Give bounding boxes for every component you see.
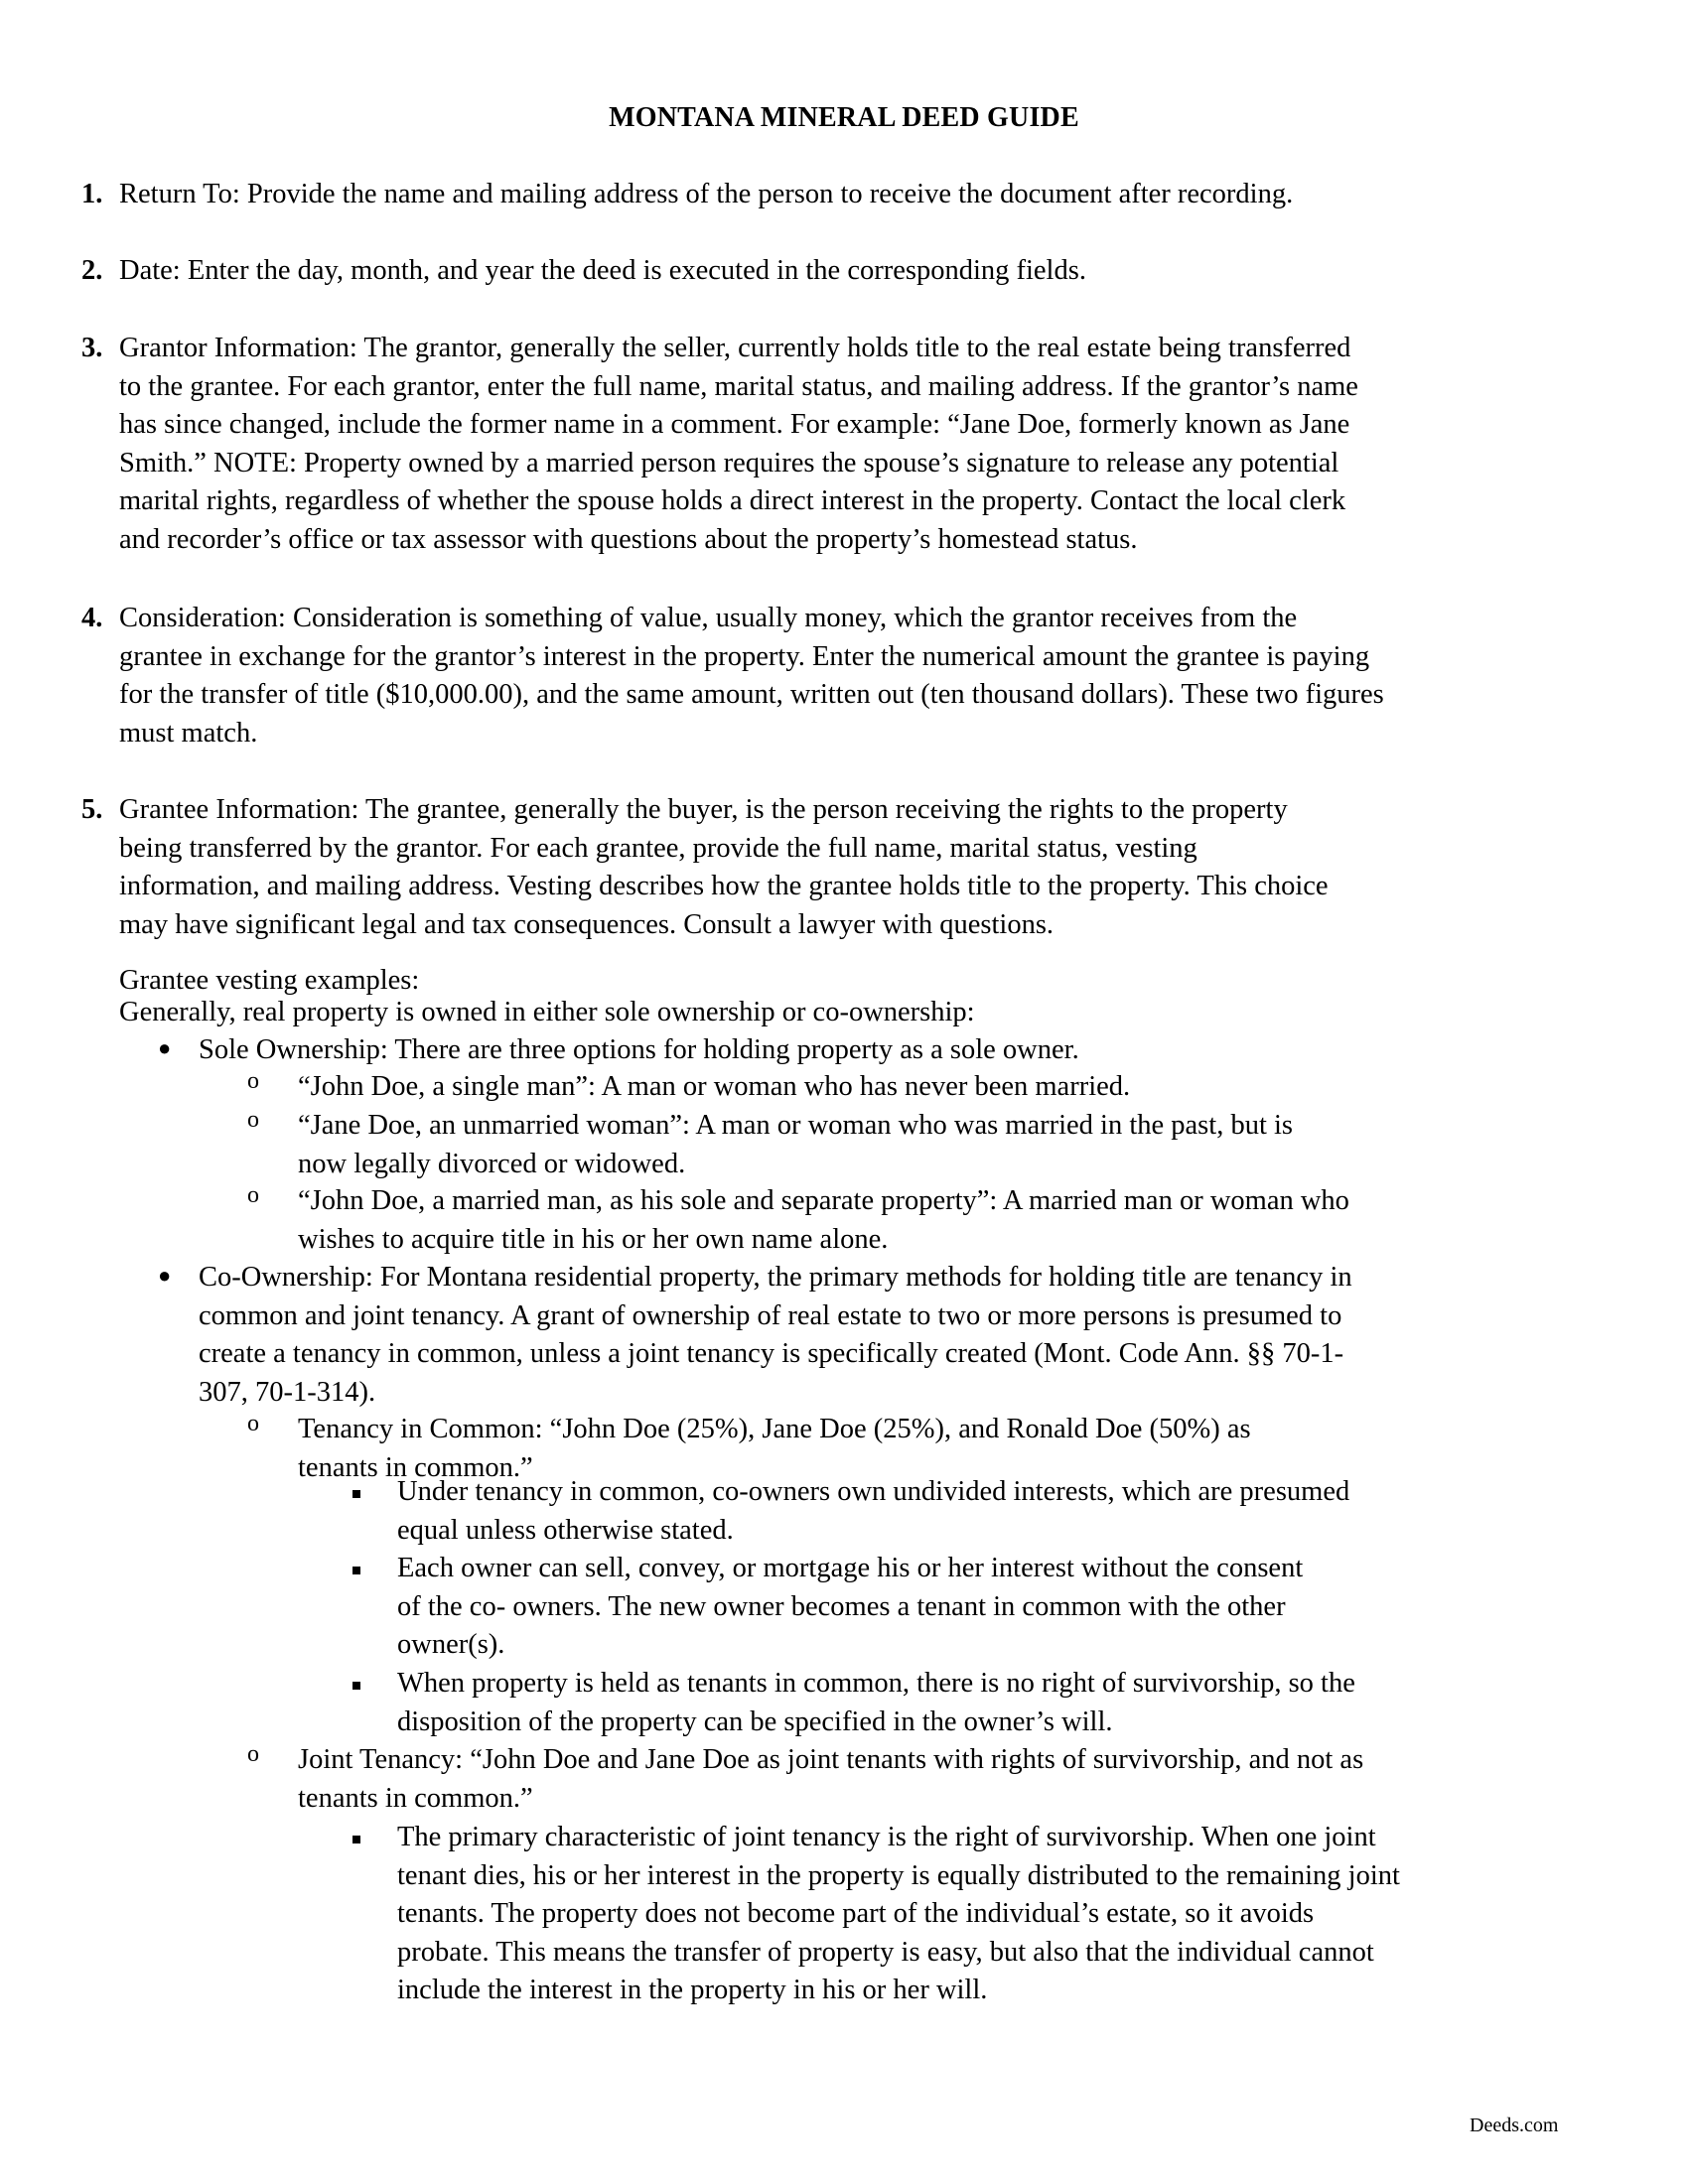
guide-item-consideration [81, 600, 1609, 752]
point-line: When property is held as tenants in common, there is no right of survivorship, so the [397, 1668, 1355, 1699]
bullet-circle-icon: o [247, 1411, 259, 1436]
vesting-heading: Grantee vesting examples: [119, 965, 420, 996]
item-line: Return To: Provide the name and mailing address of the person to receive the document after recording. [119, 179, 1294, 209]
sole-option [298, 1107, 1293, 1183]
bullet-square-icon [352, 1490, 360, 1498]
item-line: Date: Enter the day, month, and year the deed is executed in the corresponding fields. [119, 255, 1086, 286]
point-line: owner(s). [397, 1629, 505, 1660]
jt-line: Joint Tenancy: “John Doe and Jane Doe as joint tenants with rights of survivorship, and not as [298, 1744, 1364, 1775]
item-line: may have significant legal and tax consequences. Consult a lawyer with questions. [119, 908, 1055, 940]
tic-point [397, 1473, 1349, 1550]
item-line: and recorder’s office or tax assessor with questions about the property’s homestead status. [119, 523, 1138, 555]
item-number: 5. [81, 794, 103, 825]
co-line: Co-Ownership: For Montana residential property, the primary methods for holding title are tenancy in [199, 1262, 1352, 1293]
bullet-circle-icon: o [247, 1182, 259, 1208]
sole-ownership-label: Sole Ownership: There are three options for holding property as a sole owner. [199, 1034, 1079, 1065]
item-line: must match. [119, 717, 258, 749]
sole-option [298, 1182, 1349, 1259]
point-line: of the co- owners. The new owner becomes a tenant in common with the other [397, 1590, 1286, 1622]
item-number: 4. [81, 603, 103, 633]
option-line: now legally divorced or widowed. [298, 1148, 686, 1179]
co-line: 307, 70-1-314). [199, 1376, 376, 1408]
bullet-square-icon [352, 1836, 360, 1843]
bullet-circle-icon: o [247, 1068, 259, 1094]
item-line: Smith.” NOTE: Property owned by a married person requires the spouse’s signature to release any potential [119, 447, 1339, 478]
item-line: for the transfer of title ($10,000.00), and the same amount, written out (ten thousand dollars). These two figures [119, 679, 1384, 710]
bullet-disc-icon: ● [158, 1263, 172, 1288]
point-line: Under tenancy in common, co-owners own undivided interests, which are presumed [397, 1476, 1350, 1507]
footer-brand: Deeds.com [1470, 2115, 1559, 2136]
point-line: equal unless otherwise stated. [397, 1514, 734, 1546]
option-line: “John Doe, a married man, as his sole and separate property”: A married man or woman who [298, 1185, 1349, 1216]
item-line: information, and mailing address. Vesting describes how the grantee holds title to the property. This choice [119, 871, 1329, 901]
item-line: marital rights, regardless of whether the spouse holds a direct interest in the property. Contact the local clerk [119, 485, 1346, 516]
guide-item-date [81, 252, 1609, 291]
point-line: Each owner can sell, convey, or mortgage his or her interest without the consent [397, 1553, 1304, 1583]
option-line: wishes to acquire title in his or her own name alone. [298, 1223, 889, 1255]
item-line: being transferred by the grantor. For each grantee, provide the full name, marital status, vesting [119, 832, 1197, 864]
vesting-intro: Generally, real property is owned in either sole ownership or co-ownership: [119, 997, 975, 1027]
tic-point [397, 1550, 1303, 1665]
point-line: include the interest in the property in his or her will. [397, 1975, 988, 2005]
item-line: has since changed, include the former name in a comment. For example: “Jane Doe, formerly known as Jane [119, 409, 1350, 440]
point-line: disposition of the property can be specified in the owner’s will. [397, 1706, 1113, 1737]
item-line: Consideration: Consideration is something of value, usually money, which the grantor receives from the [119, 603, 1298, 633]
tic-line: tenants in common.” [298, 1451, 533, 1483]
tic-point [397, 1665, 1355, 1741]
item-number: 2. [81, 255, 103, 286]
guide-item-return-to [81, 176, 1609, 214]
page-title: MONTANA MINERAL DEED GUIDE [609, 102, 1079, 133]
co-line: create a tenancy in common, unless a joint tenancy is specifically created (Mont. Code Ann. §§ 70-1- [199, 1338, 1344, 1369]
sole-option [298, 1068, 1130, 1107]
option-line: “Jane Doe, an unmarried woman”: A man or woman who was married in the past, but is [298, 1110, 1293, 1141]
item-number: 1. [81, 179, 103, 209]
guide-item-grantee [81, 791, 1609, 944]
jt-point [397, 1819, 1400, 2010]
item-line: grantee in exchange for the grantor’s interest in the property. Enter the numerical amount the grantee is paying [119, 640, 1370, 672]
guide-item-grantor [81, 330, 1609, 559]
bullet-square-icon [352, 1567, 360, 1574]
point-line: tenant dies, his or her interest in the property is equally distributed to the remaining joint [397, 1859, 1400, 1891]
point-line: The primary characteristic of joint tenancy is the right of survivorship. When one joint [397, 1822, 1376, 1852]
bullet-disc-icon: ● [158, 1035, 172, 1060]
jt-line: tenants in common.” [298, 1782, 533, 1814]
item-number: 3. [81, 333, 103, 363]
point-line: probate. This means the transfer of property is easy, but also that the individual cannot [397, 1936, 1374, 1968]
joint-tenancy [298, 1741, 1363, 1818]
point-line: tenants. The property does not become part of the individual’s estate, so it avoids [397, 1898, 1315, 1929]
tic-line: Tenancy in Common: “John Doe (25%), Jane Doe (25%), and Ronald Doe (50%) as [298, 1414, 1251, 1444]
item-line: Grantor Information: The grantor, generally the seller, currently holds title to the real estate being transferred [119, 333, 1351, 363]
bullet-circle-icon: o [247, 1741, 259, 1767]
option-line: “John Doe, a single man”: A man or woman who has never been married. [298, 1071, 1131, 1102]
bullet-circle-icon: o [247, 1107, 259, 1133]
item-line: Grantee Information: The grantee, generally the buyer, is the person receiving the rights to the property [119, 794, 1288, 825]
co-ownership-description [199, 1259, 1352, 1412]
item-line: to the grantee. For each grantor, enter the full name, marital status, and mailing address. If the grantor’s name [119, 370, 1358, 402]
bullet-square-icon [352, 1682, 360, 1690]
co-line: common and joint tenancy. A grant of ownership of real estate to two or more persons is presumed to [199, 1299, 1342, 1331]
